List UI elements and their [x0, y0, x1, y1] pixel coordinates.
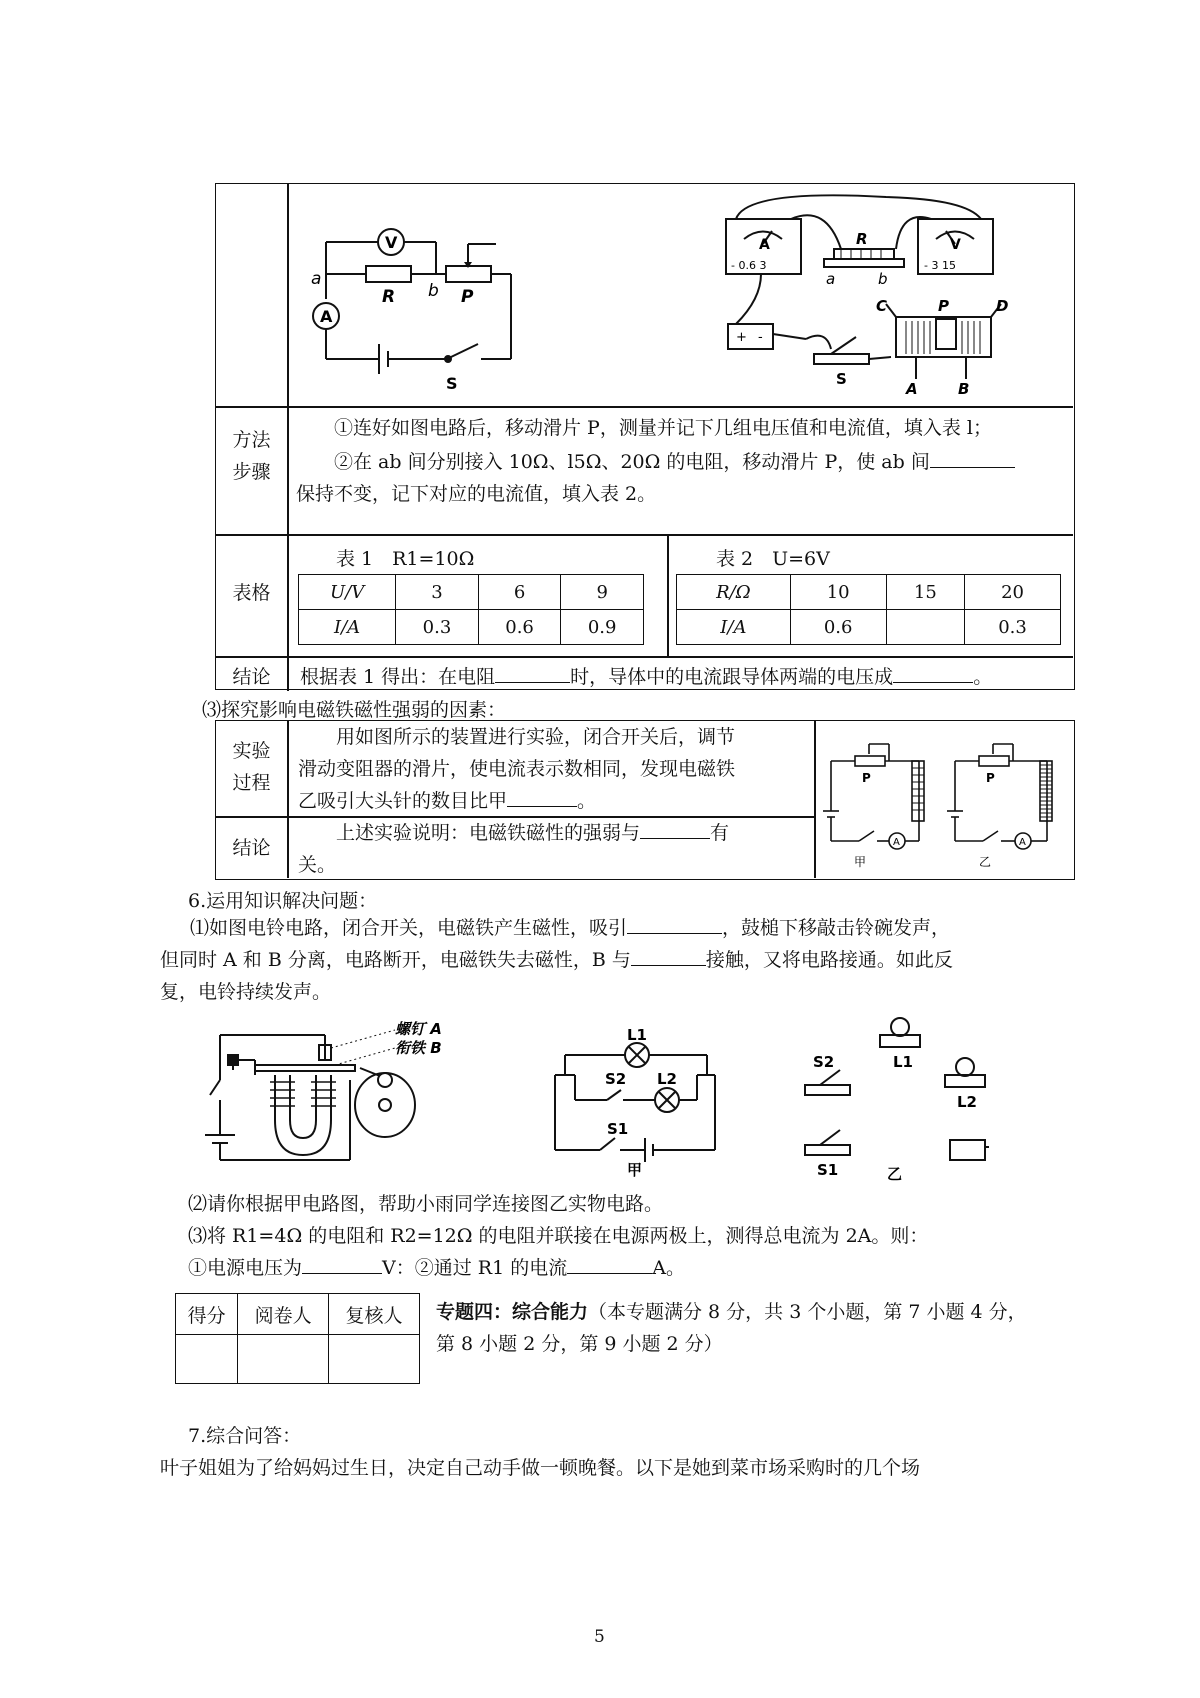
q6-heading: 6.运用知识解决问题：	[188, 890, 378, 912]
process-label: 实验 过程	[232, 740, 271, 794]
table-cell: 0.6	[790, 610, 886, 645]
svg-text:B: B	[958, 380, 970, 398]
fig-yi-label: 乙	[979, 855, 992, 869]
score-box	[175, 1293, 420, 1384]
table-cell: I/A	[299, 610, 396, 645]
score-header: 阅卷人	[238, 1294, 329, 1335]
score-header: 得分	[176, 1294, 238, 1335]
svg-text:A: A	[906, 380, 918, 398]
svg-text:L1: L1	[893, 1053, 913, 1071]
method-steps: ①连好如图电路后，移动滑片 P，测量并记下几组电压值和电流值，填入表 l； ②在 ab 间分别接入 10Ω、l5Ω、20Ω 的电阻，移动滑片 P，使 ab 间 保持不变，记下对应的电流值，填入表 2。	[296, 412, 1066, 510]
apparatus-figure	[706, 189, 1071, 401]
table-cell: 6	[478, 575, 561, 610]
table1	[298, 574, 644, 645]
part3-heading: ⑶探究影响电磁铁磁性强弱的因素：	[202, 699, 507, 721]
table-cell: 3	[396, 575, 479, 610]
page-number: 5	[594, 1627, 605, 1647]
table2	[676, 574, 1061, 645]
method-label: 方法 步骤	[232, 429, 271, 483]
svg-text:a: a	[826, 270, 836, 288]
table-row	[677, 575, 1061, 610]
score-cell[interactable]	[176, 1335, 238, 1384]
table-cell	[886, 610, 964, 645]
svg-text:S2: S2	[813, 1053, 835, 1071]
voltmeter-label: V	[385, 233, 398, 252]
table-cell: 0.6	[478, 610, 561, 645]
table-cell: 15	[886, 575, 964, 610]
conclusion-text: 根据表 1 得出：在电阻 时，导体中的电流跟导体两端的电压成 。	[300, 666, 993, 688]
svg-text:P: P	[986, 771, 995, 785]
conclusion3-label: 结论	[232, 837, 271, 859]
electromagnet-figure	[819, 726, 1071, 876]
svg-text:A: A	[1019, 837, 1026, 848]
table-cell: U/V	[299, 575, 396, 610]
armature-label: 衔铁 B	[395, 1039, 442, 1057]
svg-text:甲: 甲	[627, 1161, 643, 1179]
svg-text:L2: L2	[657, 1070, 677, 1088]
svg-text:R: R	[382, 287, 396, 307]
screw-label: 螺钉 A	[395, 1020, 442, 1038]
svg-text:S2: S2	[605, 1070, 627, 1088]
table-cell: 0.3	[965, 610, 1061, 645]
svg-text:- 3 15: - 3 15	[924, 259, 956, 272]
table2-title: 表 2 U=6V	[716, 548, 830, 570]
svg-text:L1: L1	[627, 1026, 647, 1044]
experiment-table	[215, 183, 1075, 690]
electric-bell-figure	[195, 1020, 455, 1180]
score-cell[interactable]	[238, 1335, 329, 1384]
svg-text:R: R	[856, 230, 868, 248]
table-row	[677, 610, 1061, 645]
circuit-yi-figure	[795, 1015, 1075, 1185]
svg-text:A: A	[759, 237, 770, 253]
table1-title: 表 1 R1=10Ω	[336, 548, 475, 570]
table-label: 表格	[232, 582, 271, 604]
table-cell: R/Ω	[677, 575, 791, 610]
ammeter-label: A	[320, 307, 333, 326]
score-header: 复核人	[329, 1294, 420, 1335]
svg-text:S: S	[446, 374, 458, 393]
svg-text:乙: 乙	[887, 1165, 903, 1183]
conclusion3-text: 上述实验说明：电磁铁磁性的强弱与 有 关。	[298, 822, 730, 876]
svg-text:A: A	[893, 837, 900, 848]
q7-text: 叶子姐姐为了给妈妈过生日，决定自己动手做一顿晚餐。以下是她到菜市场采购时的几个场	[160, 1457, 921, 1479]
table-cell: 10	[790, 575, 886, 610]
topic4: 专题四：综合能力（本专题满分 8 分，共 3 个小题，第 7 小题 4 分， 第 8 小题 2 分，第 9 小题 2 分）	[436, 1301, 1027, 1355]
svg-text:P: P	[461, 287, 474, 307]
table-cell: 0.3	[396, 610, 479, 645]
svg-text:- 0.6 3: - 0.6 3	[731, 259, 767, 272]
table-cell: I/A	[677, 610, 791, 645]
q6-part1: ⑴如图电铃电路，闭合开关，电磁铁产生磁性，吸引 ，鼓槌下移敲击铃碗发声， 但同时 A 和 B 分离，电路断开，电磁铁失去磁性，B 与 接触，又将电路接通。如此反 复，电铃持续发声。	[160, 917, 953, 1003]
svg-text:a: a	[311, 269, 322, 289]
svg-text:S1: S1	[817, 1161, 839, 1179]
q6-part2-3: ⑵请你根据甲电路图，帮助小雨同学连接图乙实物电路。 ⑶将 R1=4Ω 的电阻和 R2=12Ω 的电阻并联接在电源两极上，测得总电流为 2A。则： ①电源电压为 V：②通过 R1 的电流 A。	[188, 1193, 929, 1279]
svg-text:S: S	[836, 370, 847, 388]
q7: 7.综合问答：	[188, 1425, 302, 1447]
table-row	[299, 575, 644, 610]
table-cell: 9	[561, 575, 644, 610]
fig-jia-label: 甲	[854, 855, 867, 869]
conclusion-label: 结论	[232, 666, 271, 688]
circuit-diagram	[296, 204, 556, 399]
svg-text:-: -	[758, 330, 763, 345]
svg-text:C: C	[876, 297, 888, 315]
svg-text:D: D	[996, 297, 1009, 315]
score-cell[interactable]	[329, 1335, 420, 1384]
svg-text:L2: L2	[957, 1093, 977, 1111]
table-cell: 20	[965, 575, 1061, 610]
svg-text:V: V	[950, 237, 961, 253]
circuit-jia-figure	[545, 1020, 745, 1180]
table-cell: 0.9	[561, 610, 644, 645]
svg-text:+: +	[736, 330, 747, 345]
table-row	[299, 610, 644, 645]
svg-text:b: b	[428, 281, 439, 301]
process-text: 用如图所示的装置进行实验，闭合开关后，调节 滑动变阻器的滑片，使电流表示数相同，发现电磁铁 乙吸引大头针的数目比甲 。	[298, 726, 736, 812]
svg-text:S1: S1	[607, 1120, 629, 1138]
svg-text:b: b	[878, 270, 888, 288]
svg-text:P: P	[862, 771, 871, 785]
electromagnet-table	[215, 720, 1075, 880]
svg-text:P: P	[938, 297, 949, 315]
